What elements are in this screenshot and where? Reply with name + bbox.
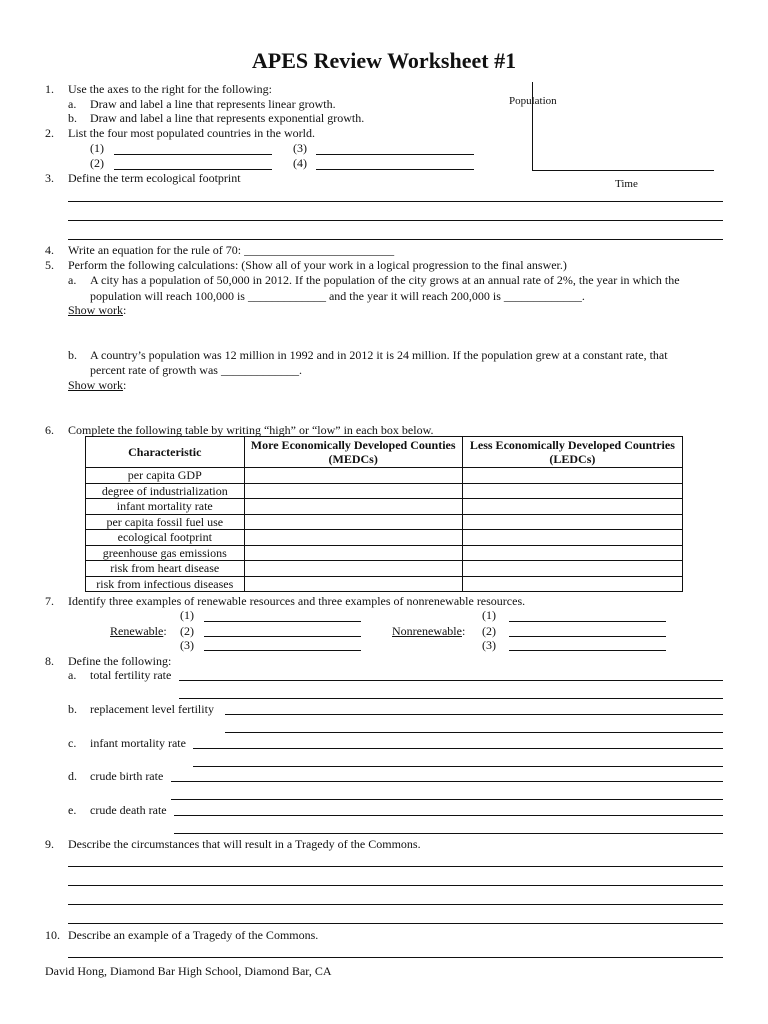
- q8c-answer-line[interactable]: [193, 748, 723, 749]
- table-header-row: [86, 437, 683, 468]
- ledc-answer-cell[interactable]: [462, 561, 682, 577]
- q4-text: Write an equation for the rule of 70: _________________________: [68, 243, 395, 257]
- nonrenewable-colon: :: [461, 624, 466, 638]
- renewable-colon: :: [163, 624, 167, 638]
- show-work-label: Show work: [68, 303, 124, 317]
- q1-text: Use the axes to the right for the following:: [68, 82, 272, 96]
- development-table: [85, 436, 683, 592]
- q1a-marker: a.: [68, 97, 77, 111]
- nonrenewable-label: [392, 624, 465, 638]
- table-row-label: per capita fossil fuel use: [86, 514, 245, 530]
- table-row: [86, 561, 683, 577]
- ledc-answer-cell[interactable]: [462, 483, 682, 499]
- renewable-marker-2: (2): [180, 624, 194, 638]
- ledc-answer-cell[interactable]: [462, 468, 682, 484]
- q1-number: 1.: [45, 82, 54, 96]
- q8b-marker: b.: [68, 702, 77, 716]
- q2-answer-line-4[interactable]: [316, 169, 474, 170]
- q8a-marker: a.: [68, 668, 77, 682]
- renewable-word: Renewable: [110, 624, 164, 638]
- nonrenewable-marker-1: (1): [482, 608, 496, 622]
- q5a-marker: a.: [68, 273, 77, 287]
- table-row-label: infant mortality rate: [86, 499, 245, 515]
- ledc-answer-cell[interactable]: [462, 514, 682, 530]
- table-header-ledcs: Less Economically Developed Countries (LEDCs): [462, 437, 682, 468]
- q9-answer-line[interactable]: [68, 904, 723, 905]
- medc-answer-cell[interactable]: [244, 499, 462, 515]
- table-row: [86, 514, 683, 530]
- q8d-answer-line[interactable]: [171, 799, 723, 800]
- q5a-line-2: population will reach 100,000 is _____________ and the year it will reach 200,000 is _____________.: [90, 289, 585, 303]
- q1b-marker: b.: [68, 111, 77, 125]
- renewable-marker-1: (1): [180, 608, 194, 622]
- nonrenewable-marker-3: (3): [482, 638, 496, 652]
- q1a-text: Draw and label a line that represents linear growth.: [90, 97, 336, 111]
- table-row: [86, 545, 683, 561]
- q8a-answer-line[interactable]: [179, 698, 723, 699]
- q3-text: Define the term ecological footprint: [68, 171, 241, 185]
- q8c-label: infant mortality rate: [90, 736, 186, 750]
- q8d-label: crude birth rate: [90, 769, 164, 783]
- table-header-characteristic: Characteristic: [86, 437, 245, 468]
- table-row: [86, 468, 683, 484]
- show-work-colon: :: [123, 378, 127, 392]
- ledc-answer-cell[interactable]: [462, 499, 682, 515]
- q8c-answer-line[interactable]: [193, 766, 723, 767]
- q5b-line-2: percent rate of growth was _____________.: [90, 363, 302, 377]
- table-row-label: degree of industrialization: [86, 483, 245, 499]
- renewable-answer-line[interactable]: [204, 636, 361, 637]
- q5a-line-1: A city has a population of 50,000 in 2012. If the population of the city grows at an annual rate of 2%, the year in which the: [90, 273, 680, 287]
- q9-text: Describe the circumstances that will result in a Tragedy of the Commons.: [68, 837, 421, 851]
- q8b-answer-line[interactable]: [225, 714, 723, 715]
- q3-answer-line[interactable]: [68, 239, 723, 240]
- q3-answer-line[interactable]: [68, 201, 723, 202]
- nonrenewable-word: Nonrenewable: [392, 624, 462, 638]
- page-title: APES Review Worksheet #1: [251, 48, 517, 73]
- q2-marker-1: (1): [90, 141, 104, 155]
- medc-answer-cell[interactable]: [244, 561, 462, 577]
- q5b-line-1: A country’s population was 12 million in 1992 and in 2012 it is 24 million. If the population grew at a constant rate, that: [90, 348, 668, 362]
- q3-answer-line[interactable]: [68, 220, 723, 221]
- nonrenewable-answer-line[interactable]: [509, 636, 666, 637]
- q9-answer-line[interactable]: [68, 866, 723, 867]
- nonrenewable-marker-2: (2): [482, 624, 496, 638]
- show-work-label: Show work: [68, 378, 124, 392]
- q8-number: 8.: [45, 654, 54, 668]
- medc-answer-cell[interactable]: [244, 545, 462, 561]
- q8-text: Define the following:: [68, 654, 172, 668]
- q2-answer-line-3[interactable]: [316, 154, 474, 155]
- q8d-marker: d.: [68, 769, 77, 783]
- q10-answer-line[interactable]: [68, 957, 723, 958]
- ledc-answer-cell[interactable]: [462, 530, 682, 546]
- q9-number: 9.: [45, 837, 54, 851]
- renewable-answer-line[interactable]: [204, 650, 361, 651]
- q6-text: Complete the following table by writing “high” or “low” in each box below.: [68, 423, 434, 437]
- ledc-answer-cell[interactable]: [462, 576, 682, 592]
- table-row: [86, 530, 683, 546]
- q2-number: 2.: [45, 126, 54, 140]
- table-row: [86, 483, 683, 499]
- q7-text: Identify three examples of renewable resources and three examples of nonrenewable resources.: [68, 594, 526, 608]
- q8e-marker: e.: [68, 803, 77, 817]
- q5-text: Perform the following calculations: (Show all of your work in a logical progression to the final answer.): [68, 258, 567, 272]
- table-row: [86, 499, 683, 515]
- q2-marker-2: (2): [90, 156, 104, 170]
- medc-answer-cell[interactable]: [244, 576, 462, 592]
- show-work-colon: :: [123, 303, 127, 317]
- nonrenewable-answer-line[interactable]: [509, 650, 666, 651]
- table-row-label: risk from heart disease: [86, 561, 245, 577]
- q2-text: List the four most populated countries in the world.: [68, 126, 315, 140]
- q6-number: 6.: [45, 423, 54, 437]
- q8e-answer-line[interactable]: [174, 833, 723, 834]
- nonrenewable-answer-line[interactable]: [509, 621, 666, 622]
- q2-marker-4: (4): [293, 156, 307, 170]
- graph-x-label: Time: [615, 178, 638, 190]
- q8a-label: total fertility rate: [90, 668, 172, 682]
- medc-answer-cell[interactable]: [244, 530, 462, 546]
- q9-answer-line[interactable]: [68, 923, 723, 924]
- q8a-answer-line[interactable]: [179, 680, 723, 681]
- q3-number: 3.: [45, 171, 54, 185]
- q7-number: 7.: [45, 594, 54, 608]
- table-header-medcs: More Economically Developed Counties (MEDCs): [244, 437, 462, 468]
- ledc-answer-cell[interactable]: [462, 545, 682, 561]
- table-row-label: ecological footprint: [86, 530, 245, 546]
- table-row: [86, 576, 683, 592]
- q8e-label: crude death rate: [90, 803, 167, 817]
- q2-answer-line-2[interactable]: [114, 169, 272, 170]
- graph-x-axis: [532, 170, 714, 171]
- footer-credit: David Hong, Diamond Bar High School, Diamond Bar, CA: [45, 964, 332, 978]
- renewable-answer-line[interactable]: [204, 621, 361, 622]
- q10-number: 10.: [45, 928, 60, 942]
- q5b-show-work: [68, 378, 126, 392]
- q4-number: 4.: [45, 243, 54, 257]
- q8d-answer-line[interactable]: [171, 781, 723, 782]
- q5-number: 5.: [45, 258, 54, 272]
- q2-answer-line-1[interactable]: [114, 154, 272, 155]
- q8b-label: replacement level fertility: [90, 702, 214, 716]
- q2-marker-3: (3): [293, 141, 307, 155]
- q5b-marker: b.: [68, 348, 77, 362]
- q8e-answer-line[interactable]: [174, 815, 723, 816]
- renewable-marker-3: (3): [180, 638, 194, 652]
- q8b-answer-line[interactable]: [225, 732, 723, 733]
- graph-y-label: Population: [509, 95, 557, 107]
- q9-answer-line[interactable]: [68, 885, 723, 886]
- q1b-text: Draw and label a line that represents exponential growth.: [90, 111, 365, 125]
- medc-answer-cell[interactable]: [244, 468, 462, 484]
- medc-answer-cell[interactable]: [244, 483, 462, 499]
- q5a-show-work: [68, 303, 126, 317]
- q10-text: Describe an example of a Tragedy of the Commons.: [68, 928, 319, 942]
- q8c-marker: c.: [68, 736, 77, 750]
- renewable-label: [110, 624, 167, 638]
- table-row-label: greenhouse gas emissions: [86, 545, 245, 561]
- table-row-label: risk from infectious diseases: [86, 576, 245, 592]
- medc-answer-cell[interactable]: [244, 514, 462, 530]
- table-row-label: per capita GDP: [86, 468, 245, 484]
